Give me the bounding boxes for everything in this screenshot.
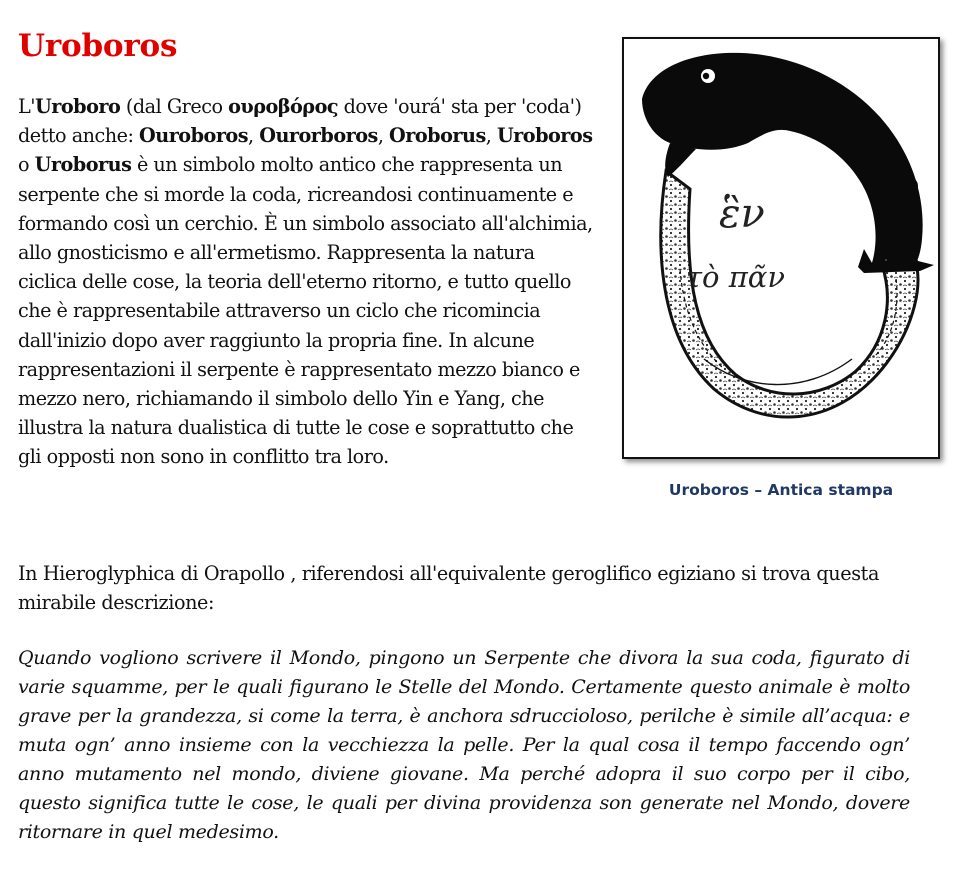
uroboros-illustration: [622, 37, 940, 459]
intro-text: L': [18, 95, 36, 118]
intro-text: o: [18, 153, 35, 177]
term-oroborus: Oroborus: [389, 124, 486, 148]
term-uroborus: Uroborus: [34, 153, 132, 177]
intro-text: ,: [377, 124, 390, 148]
term-greek: ουροβόρος: [228, 95, 339, 118]
intro-text: è un simbolo molto antico che rappresenta un serpente che si morde la coda, ricreandosi continuamente e formando così un cerchio. È un simbolo associato all'alchimia, allo gnosticismo e all'ermetismo. Rappresenta la natura ciclica delle cose, la teoria dell'eterno ritorno, e tutto quello che è rappresentabile attraverso un ciclo che ricomincia dall'inizio dopo aver raggiunto la propria fine. In alcune rappresentazioni il serpente è rappresentato mezzo bianco e mezzo nero, richiamando il simbolo dello Yin e Yang, che illustra la natura dualistica di tutte le cose e soprattutto che gli opposti non sono in conflitto tra loro.: [18, 153, 593, 469]
inscription-bottom: τὸ πᾶν: [686, 260, 785, 294]
intro-text: ,: [248, 124, 260, 148]
term-ourorboros: Ourorboros: [259, 124, 378, 148]
orapollo-quote: Quando vogliono scrivere il Mondo, pingono un Serpente che divora la sua coda, figurato di varie squamme, per le quali figurano le Stelle del Mondo. Certamente questo animale è molto grave per la grandezza, si come la terra, è anchora sdruccioloso, perilche è simile all’acqua: e muta ogn’ anno insieme con la vecchiezza la pelle. Per la qual cosa il tempo faccendo ogn’ anno mutamento nel mondo, diviene giovane. Ma perché adopra il suo corpo per il cibo, questo significa tutte le cose, le quali per divina providenza son generate nel Mondo, dovere ritornare in quel medesimo.: [18, 647, 910, 843]
intro-text: ,: [485, 124, 497, 148]
term-uroboro: Uroboro: [35, 95, 121, 118]
inscription-top: ἓν: [719, 191, 765, 237]
term-ouroboros: Ouroboros: [139, 124, 249, 148]
figure-caption: Uroboros – Antica stampa: [668, 481, 894, 499]
intro-text: (dal Greco: [120, 95, 229, 118]
term-uroboros: Uroboros: [496, 124, 593, 148]
page-title: Uroboros: [18, 28, 178, 64]
uroboros-drawing: [624, 39, 938, 457]
hieroglyphica-paragraph: In Hieroglyphica di Orapollo , riferendosi all'equivalente geroglifico egiziano si trova questa mirabile descrizione:: [18, 562, 880, 614]
intro-text: dove 'ourá' sta per 'coda') detto anche:: [18, 95, 582, 148]
intro-paragraph: [18, 92, 596, 472]
